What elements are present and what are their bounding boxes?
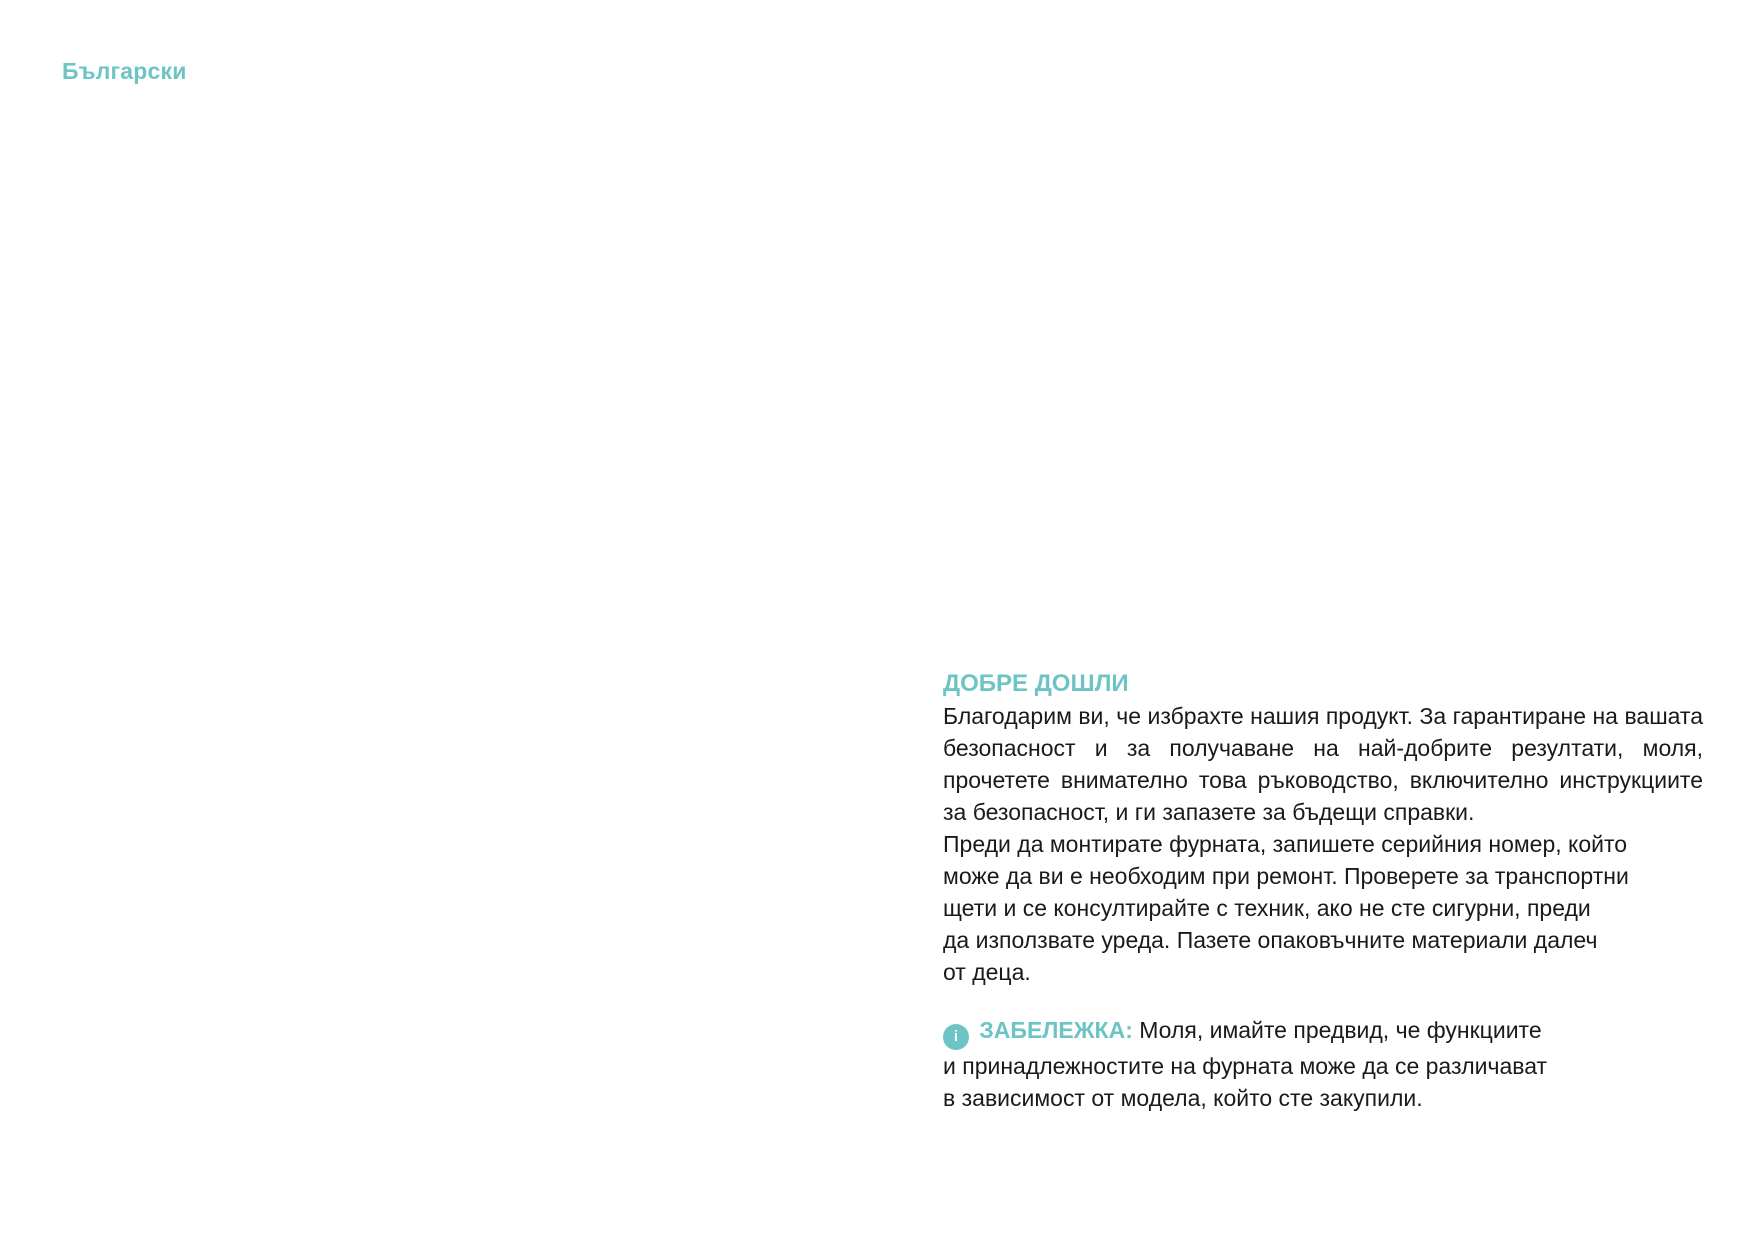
welcome-paragraph: Благодарим ви, че избрахте нашия продукт. За гарантиране на вашата безопасност и за получаване на най-добрите резултати, моля, прочетете внимателно това ръководство, включително инструкциите за безопасност, и ги запазете за бъдещи справки. [943, 703, 1703, 825]
installation-line: може да ви е необходим при ремонт. Проверете за транспортни [943, 863, 1629, 889]
installation-line: Преди да монтирате фурната, запишете серийния номер, който [943, 831, 1628, 857]
info-icon: i [943, 1024, 969, 1050]
welcome-heading: ДОБРЕ ДОШЛИ [943, 670, 1129, 697]
note-line: в зависимост от модела, който сте закупили. [943, 1085, 1423, 1111]
welcome-section [943, 668, 1703, 1114]
installation-line: от деца. [943, 959, 1031, 985]
installation-line: щети и се консултирайте с техник, ако не сте сигурни, преди [943, 895, 1591, 921]
note-line: и принадлежностите на фурната може да се различават [943, 1053, 1548, 1079]
language-label: Български [62, 58, 187, 84]
note-block [943, 1014, 1703, 1114]
installation-paragraph [943, 828, 1703, 988]
installation-line: да използвате уреда. Пазете опаковъчните материали далеч [943, 927, 1598, 953]
note-label: ЗАБЕЛЕЖКА: [979, 1017, 1133, 1043]
note-line: Моля, имайте предвид, че функциите [1139, 1017, 1542, 1043]
